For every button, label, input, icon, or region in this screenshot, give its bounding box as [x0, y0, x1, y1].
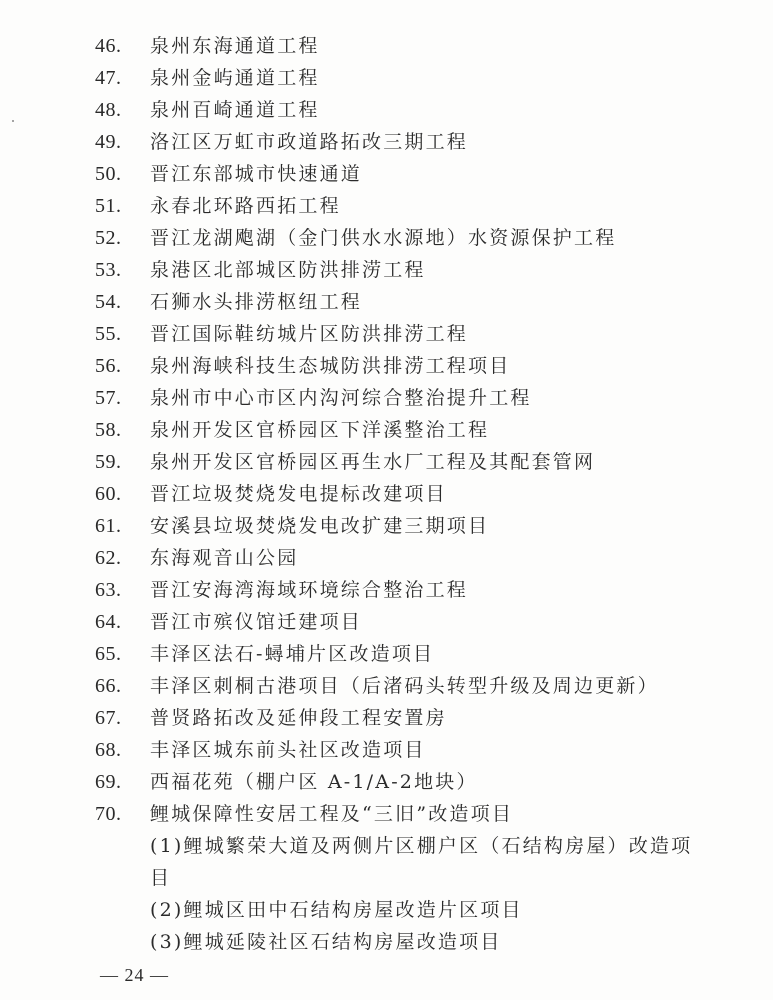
item-text: 西福花苑（棚户区 A-1/A-2地块）	[150, 771, 478, 793]
project-list	[0, 30, 773, 958]
sub-item	[0, 926, 773, 958]
list-item	[0, 382, 773, 414]
list-item	[0, 414, 773, 446]
item-text: 晋江市殡仪馆迁建项目	[150, 611, 363, 633]
item-text: 泉州东海通道工程	[150, 35, 320, 57]
list-item	[0, 158, 773, 190]
item-number: 59.	[95, 451, 122, 473]
item-number: 55.	[95, 323, 122, 345]
list-item	[0, 702, 773, 734]
item-text: 泉州海峡科技生态城防洪排涝工程项目	[150, 355, 511, 377]
item-text: 泉州市中心市区内沟河综合整治提升工程	[150, 387, 532, 409]
page-number: — 24 —	[100, 965, 169, 985]
list-item	[0, 350, 773, 382]
item-number: 61.	[95, 515, 122, 537]
item-text: 泉港区北部城区防洪排涝工程	[150, 259, 426, 281]
item-text: 晋江国际鞋纺城片区防洪排涝工程	[150, 323, 469, 345]
list-item	[0, 126, 773, 158]
list-item	[0, 542, 773, 574]
list-item	[0, 478, 773, 510]
item-text: 普贤路拓改及延伸段工程安置房	[150, 707, 447, 729]
list-item	[0, 62, 773, 94]
list-item	[0, 222, 773, 254]
list-item	[0, 190, 773, 222]
item-number: 53.	[95, 259, 122, 281]
item-text: 泉州开发区官桥园区下洋溪整治工程	[150, 419, 490, 441]
item-number: 48.	[95, 99, 122, 121]
item-number: 47.	[95, 67, 122, 89]
sub-item	[0, 894, 773, 926]
list-item	[0, 798, 773, 830]
item-number: 56.	[95, 355, 122, 377]
list-item	[0, 94, 773, 126]
item-number: 65.	[95, 643, 122, 665]
item-text: 晋江垃圾焚烧发电提标改建项目	[150, 483, 447, 505]
item-number: 58.	[95, 419, 122, 441]
item-text: 泉州百崎通道工程	[150, 99, 320, 121]
sub-item-text: (3)鲤城延陵社区石结构房屋改造项目	[150, 931, 502, 953]
item-number: 66.	[95, 675, 122, 697]
item-number: 51.	[95, 195, 122, 217]
item-number: 54.	[95, 291, 122, 313]
item-text: 鲤城保障性安居工程及“三旧”改造项目	[150, 803, 514, 825]
list-item	[0, 766, 773, 798]
list-item	[0, 510, 773, 542]
item-text: 石狮水头排涝枢纽工程	[150, 291, 363, 313]
list-item	[0, 446, 773, 478]
item-text: 安溪县垃圾焚烧发电改扩建三期项目	[150, 515, 490, 537]
item-number: 70.	[95, 803, 122, 825]
item-text: 晋江龙湖飑湖（金门供水水源地）水资源保护工程	[150, 227, 617, 249]
sub-item-text: (2)鲤城区田中石结构房屋改造片区项目	[150, 899, 523, 921]
list-item	[0, 30, 773, 62]
list-item	[0, 670, 773, 702]
item-number: 68.	[95, 739, 122, 761]
list-item	[0, 318, 773, 350]
item-number: 64.	[95, 611, 122, 633]
item-number: 63.	[95, 579, 122, 601]
item-number: 57.	[95, 387, 122, 409]
item-number: 50.	[95, 163, 122, 185]
list-item	[0, 286, 773, 318]
sub-item-text: (1)鲤城繁荣大道及两侧片区棚户区（石结构房屋）改造项	[150, 835, 693, 857]
item-text: 泉州开发区官桥园区再生水厂工程及其配套管网	[150, 451, 596, 473]
list-item	[0, 254, 773, 286]
item-number: 62.	[95, 547, 122, 569]
item-text: 晋江东部城市快速通道	[150, 163, 363, 185]
item-number: 46.	[95, 35, 122, 57]
item-text: 洛江区万虹市政道路拓改三期工程	[150, 131, 469, 153]
list-item	[0, 606, 773, 638]
sub-item	[0, 830, 773, 862]
item-text: 丰泽区法石-蟳埔片区改造项目	[150, 643, 435, 665]
item-number: 49.	[95, 131, 122, 153]
list-item	[0, 734, 773, 766]
sub-item-continuation	[0, 862, 773, 894]
item-text: 晋江安海湾海域环境综合整治工程	[150, 579, 469, 601]
item-number: 60.	[95, 483, 122, 505]
item-number: 67.	[95, 707, 122, 729]
list-item	[0, 574, 773, 606]
item-text: 泉州金屿通道工程	[150, 67, 320, 89]
item-number: 69.	[95, 771, 122, 793]
item-number: 52.	[95, 227, 122, 249]
item-text: 永春北环路西拓工程	[150, 195, 341, 217]
item-text: 丰泽区城东前头社区改造项目	[150, 739, 426, 761]
list-item	[0, 638, 773, 670]
item-text: 丰泽区刺桐古港项目（后渚码头转型升级及周边更新）	[150, 675, 659, 697]
item-text: 东海观音山公园	[150, 547, 299, 569]
sub-item-text: 目	[150, 867, 172, 889]
